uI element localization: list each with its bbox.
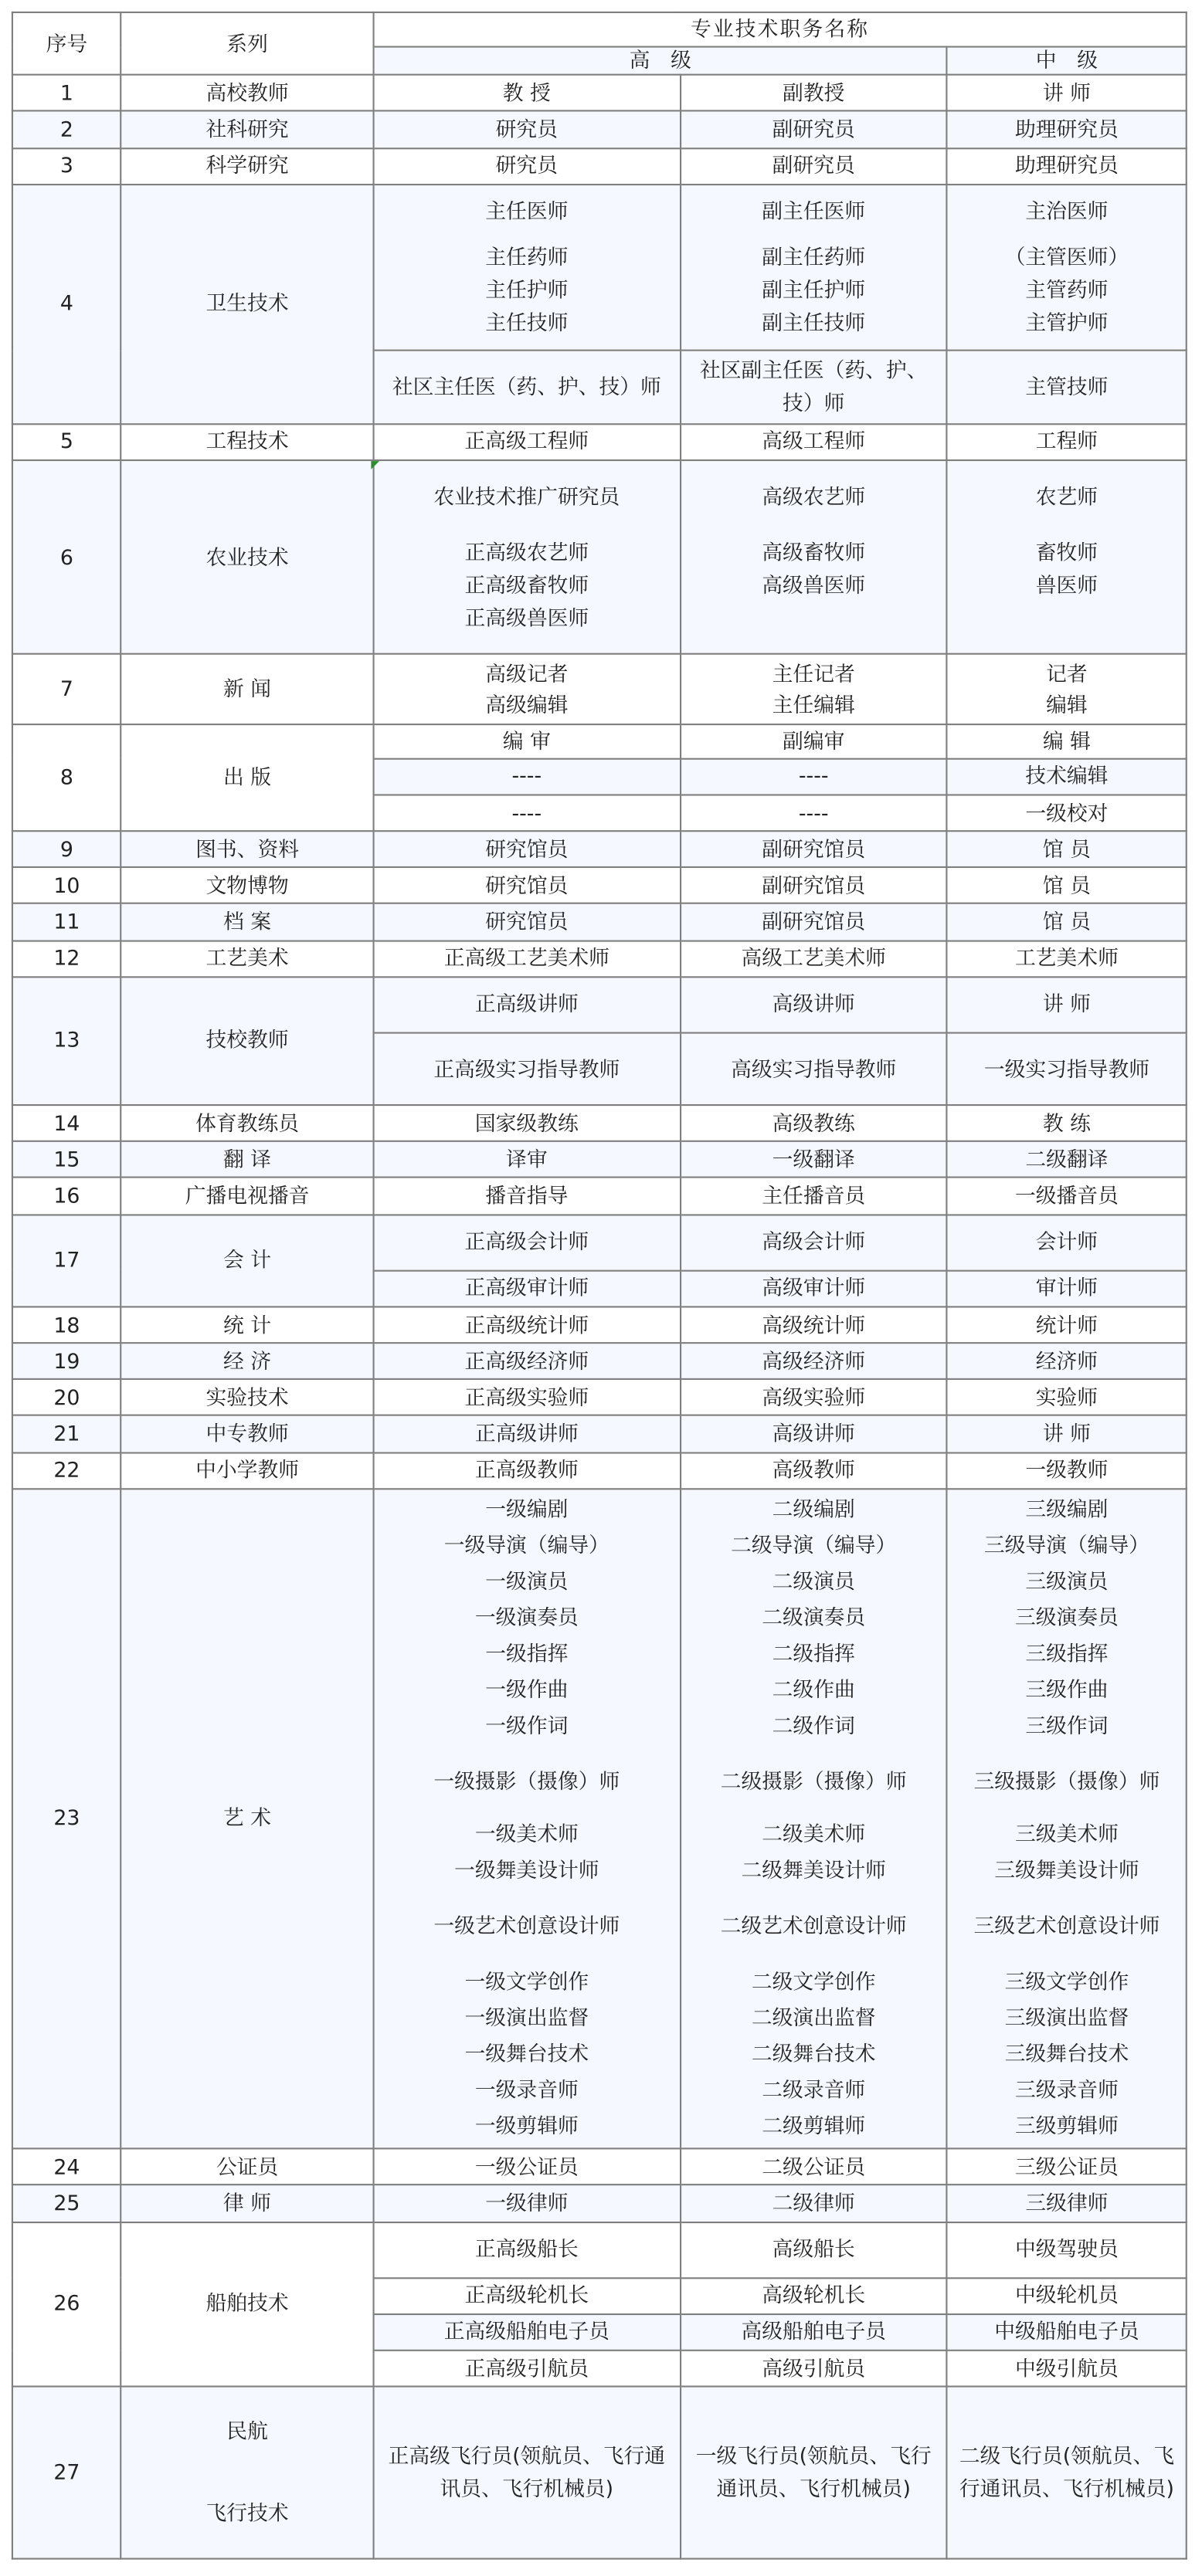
table-row [12, 1307, 1187, 1343]
title-line: 主任记者 [772, 661, 855, 686]
table-row [12, 941, 1187, 977]
title-line: 三级指挥 [1025, 1641, 1109, 1666]
row-series [121, 2387, 374, 2559]
middle-title [947, 2387, 1187, 2559]
title-line: 二级作词 [772, 1713, 855, 1739]
title-line: 副主任药师 [762, 244, 866, 269]
title-line: 三级录音师 [1014, 2078, 1119, 2103]
title-line: 行通讯员、飞行机械员) [959, 2476, 1175, 2501]
title-line: 二级演员 [772, 1569, 855, 1595]
row-number: 20 [12, 1379, 121, 1415]
title-line: 三级演员 [1025, 1569, 1109, 1595]
row-number: 2 [12, 111, 121, 147]
row-number: 12 [12, 941, 121, 977]
row-number: 11 [12, 904, 121, 941]
row-series: 体育教练员 [121, 1105, 374, 1141]
row-series: 出 版 [121, 724, 374, 832]
senior-title: 正高级实习指导教师 [373, 1032, 680, 1105]
table-row [12, 904, 1187, 941]
title-line: 高级畜牧师 [762, 539, 866, 564]
senior-title [373, 184, 680, 351]
header-series: 系列 [121, 12, 374, 75]
title-line: 一级文学创作 [464, 1969, 589, 1995]
vice-senior-title: 高级工程师 [680, 423, 947, 459]
title-line: 二级录音师 [762, 2078, 866, 2103]
senior-title: 编 审 [373, 724, 680, 759]
middle-title: 一级播音员 [947, 1178, 1187, 1215]
table-row [12, 868, 1187, 904]
senior-title: 国家级教练 [373, 1105, 680, 1141]
row-number: 15 [12, 1142, 121, 1178]
row-series: 社科研究 [121, 111, 374, 147]
title-line: 三级作词 [1025, 1713, 1109, 1739]
table-row [12, 1178, 1187, 1215]
senior-title: 一级公证员 [373, 2149, 680, 2185]
vice-senior-title: 高级讲师 [680, 977, 947, 1033]
vice-senior-title: 高级实习指导教师 [680, 1032, 947, 1105]
title-line: 一级作词 [485, 1713, 569, 1739]
row-number: 27 [12, 2387, 121, 2559]
senior-title: 正高级会计师 [373, 1215, 680, 1271]
title-line: 主任技师 [485, 310, 569, 335]
row-series: 中专教师 [121, 1416, 374, 1452]
row-number: 5 [12, 423, 121, 459]
vice-senior-title: 高级教师 [680, 1452, 947, 1489]
row-series: 文物博物 [121, 868, 374, 904]
senior-title [373, 1489, 680, 2149]
table-row [12, 459, 1187, 654]
vice-senior-title: 主任播音员 [680, 1178, 947, 1215]
middle-title: 讲 师 [947, 75, 1187, 111]
title-line: 二级剪辑师 [762, 2113, 866, 2139]
row-series: 卫生技术 [121, 184, 374, 423]
row-series: 公证员 [121, 2149, 374, 2185]
title-line: 主任编辑 [772, 692, 855, 717]
middle-title: 一级教师 [947, 1452, 1187, 1489]
vice-senior-title: 副研究馆员 [680, 868, 947, 904]
row-series: 科学研究 [121, 147, 374, 184]
senior-title: 正高级引航员 [373, 2351, 680, 2387]
title-line: 三级作曲 [1025, 1677, 1109, 1703]
middle-title: 讲 师 [947, 1416, 1187, 1452]
senior-title: 正高级轮机长 [373, 2278, 680, 2314]
row-number: 24 [12, 2149, 121, 2185]
table-row [12, 977, 1187, 1033]
vice-senior-title: 副研究员 [680, 147, 947, 184]
title-line: 农业技术推广研究员 [433, 483, 620, 508]
middle-title: 技术编辑 [947, 758, 1187, 795]
vice-senior-title [680, 655, 947, 724]
senior-title: 正高级讲师 [373, 1416, 680, 1452]
row-series: 档 案 [121, 904, 374, 941]
vice-senior-title: 高级经济师 [680, 1343, 947, 1379]
middle-title [947, 184, 1187, 351]
middle-title: 会计师 [947, 1215, 1187, 1271]
title-line: 一级飞行员(领航员、飞行 [695, 2443, 932, 2468]
row-number: 25 [12, 2185, 121, 2222]
title-line: 三级编剧 [1025, 1496, 1109, 1522]
middle-title: 工艺美术师 [947, 941, 1187, 977]
title-line: 正高级畜牧师 [464, 571, 589, 597]
senior-title: 正高级实验师 [373, 1379, 680, 1415]
row-number: 9 [12, 832, 121, 868]
title-line: 农艺师 [1035, 483, 1098, 509]
title-line: 二级导演（编导） [731, 1533, 897, 1558]
title-line: 三级演奏员 [1014, 1605, 1119, 1630]
middle-title: 审计师 [947, 1270, 1187, 1307]
vice-senior-title: 高级审计师 [680, 1270, 947, 1307]
senior-title: 正高级讲师 [373, 977, 680, 1033]
title-line: 二级舞美设计师 [741, 1858, 886, 1883]
senior-title: ---- [373, 795, 680, 831]
table-row [12, 184, 1187, 351]
senior-title: 正高级经济师 [373, 1343, 680, 1379]
title-line: 主管护师 [1025, 310, 1109, 335]
row-number: 3 [12, 147, 121, 184]
row-series: 工程技术 [121, 423, 374, 459]
row-number: 16 [12, 1178, 121, 1215]
header-middle: 中 级 [947, 47, 1187, 75]
title-line: 正高级飞行员(领航员、飞行通 [388, 2443, 666, 2468]
title-line: 二级编剧 [772, 1496, 855, 1522]
row-series: 工艺美术 [121, 941, 374, 977]
vice-senior-title: 副研究馆员 [680, 832, 947, 868]
title-line: 主任护师 [485, 277, 569, 302]
row-series: 统 计 [121, 1307, 374, 1343]
row-number: 1 [12, 75, 121, 111]
table-row [12, 147, 1187, 184]
title-line: 编辑 [1046, 692, 1088, 717]
title-line: 一级演奏员 [474, 1605, 579, 1630]
middle-title: 三级律师 [947, 2185, 1187, 2222]
middle-title: 中级引航员 [947, 2351, 1187, 2387]
title-line: 主管药师 [1025, 277, 1109, 302]
row-number: 10 [12, 868, 121, 904]
senior-title: 正高级教师 [373, 1452, 680, 1489]
title-line: 一级摄影（摄像）师 [433, 1769, 620, 1795]
title-line: 二级文学创作 [751, 1969, 876, 1995]
senior-title: 正高级审计师 [373, 1270, 680, 1307]
vice-senior-title: 副教授 [680, 75, 947, 111]
senior-title: ---- [373, 758, 680, 795]
row-series: 技校教师 [121, 977, 374, 1106]
senior-title: 正高级船长 [373, 2222, 680, 2278]
table-row [12, 1489, 1187, 2149]
row-series: 会 计 [121, 1215, 374, 1307]
table-row [12, 111, 1187, 147]
senior-title [373, 2387, 680, 2559]
vice-senior-title: ---- [680, 795, 947, 831]
middle-title: 三级公证员 [947, 2149, 1187, 2185]
vice-senior-title: 高级教练 [680, 1105, 947, 1141]
middle-title: 助理研究员 [947, 147, 1187, 184]
senior-title: 正高级工程师 [373, 423, 680, 459]
row-number: 26 [12, 2222, 121, 2387]
title-line: 飞行技术 [205, 2500, 289, 2526]
title-line: 一级美术师 [474, 1822, 579, 1847]
title-line: 一级编剧 [485, 1496, 569, 1522]
senior-title: 教 授 [373, 75, 680, 111]
row-number: 14 [12, 1105, 121, 1141]
title-line: 一级演出监督 [464, 2005, 589, 2031]
senior-title [373, 459, 680, 654]
title-line: 一级演员 [485, 1569, 569, 1595]
row-number: 7 [12, 655, 121, 724]
table-row [12, 655, 1187, 724]
vice-senior-title [680, 184, 947, 351]
title-line: 三级艺术创意设计师 [973, 1913, 1160, 1939]
middle-title: 主管技师 [947, 351, 1187, 423]
middle-title: 一级校对 [947, 795, 1187, 831]
table-row [12, 75, 1187, 111]
title-line: 主任医师 [485, 198, 569, 223]
row-series: 高校教师 [121, 75, 374, 111]
title-line: 二级美术师 [762, 1822, 866, 1847]
middle-title: 工程师 [947, 423, 1187, 459]
senior-title: 研究员 [373, 111, 680, 147]
row-series: 经 济 [121, 1343, 374, 1379]
title-line: 二级指挥 [772, 1641, 855, 1666]
vice-senior-title: 高级会计师 [680, 1215, 947, 1271]
senior-title: 研究馆员 [373, 832, 680, 868]
title-table [12, 12, 1187, 2560]
middle-title: 经济师 [947, 1343, 1187, 1379]
middle-title: 中级船舶电子员 [947, 2314, 1187, 2351]
title-line: 一级作曲 [485, 1677, 569, 1703]
title-line: 二级演奏员 [762, 1605, 866, 1630]
title-line: 一级艺术创意设计师 [433, 1913, 620, 1939]
middle-title: 中级驾驶员 [947, 2222, 1187, 2278]
row-series: 艺 术 [121, 1489, 374, 2149]
table-row [12, 1142, 1187, 1178]
row-number: 4 [12, 184, 121, 423]
middle-title: 讲 师 [947, 977, 1187, 1033]
middle-title: 馆 员 [947, 904, 1187, 941]
middle-title [947, 1489, 1187, 2149]
vice-senior-title [680, 1489, 947, 2149]
header-title: 专业技术职务名称 [373, 12, 1186, 47]
middle-title: 馆 员 [947, 832, 1187, 868]
senior-title: 研究馆员 [373, 868, 680, 904]
title-line: 副主任技师 [762, 310, 866, 335]
vice-senior-title [680, 2387, 947, 2559]
title-line: 二级演出监督 [751, 2005, 876, 2031]
title-line: 高级记者 [485, 661, 569, 686]
table-row [12, 832, 1187, 868]
title-line: 三级演出监督 [1004, 2005, 1129, 2031]
title-line: 一级导演（编导） [443, 1533, 609, 1558]
row-number: 13 [12, 977, 121, 1106]
title-line: 主治医师 [1025, 198, 1109, 223]
title-line: 社区副主任医（药、护、 [699, 358, 928, 382]
title-line: 民航 [226, 2418, 268, 2444]
title-line: 三级摄影（摄像）师 [973, 1769, 1160, 1795]
table-row [12, 1343, 1187, 1379]
vice-senior-title: 高级实验师 [680, 1379, 947, 1415]
title-line: （主管医师） [1004, 244, 1129, 269]
table-row [12, 2149, 1187, 2185]
title-line: 一级舞台技术 [464, 2042, 589, 2067]
row-number: 22 [12, 1452, 121, 1489]
title-line: 高级农艺师 [762, 483, 866, 509]
title-line: 副主任护师 [762, 277, 866, 302]
vice-senior-title: 高级工艺美术师 [680, 941, 947, 977]
vice-senior-title: 高级船舶电子员 [680, 2314, 947, 2351]
title-line: 三级舞台技术 [1004, 2042, 1129, 2067]
middle-title: 馆 员 [947, 868, 1187, 904]
title-line: 二级摄影（摄像）师 [720, 1769, 907, 1795]
title-line: 兽医师 [1035, 571, 1098, 597]
vice-senior-title: 一级翻译 [680, 1142, 947, 1178]
vice-senior-title: ---- [680, 758, 947, 795]
vice-senior-title: 高级统计师 [680, 1307, 947, 1343]
vice-senior-title: 高级轮机长 [680, 2278, 947, 2314]
vice-senior-title: 高级引航员 [680, 2351, 947, 2387]
title-line: 技）师 [783, 390, 845, 415]
vice-senior-title: 高级讲师 [680, 1416, 947, 1452]
senior-title [373, 655, 680, 724]
title-line: 高级兽医师 [762, 571, 866, 597]
title-line: 三级剪辑师 [1014, 2113, 1119, 2139]
row-number: 18 [12, 1307, 121, 1343]
row-series: 新 闻 [121, 655, 374, 724]
senior-title: 研究员 [373, 147, 680, 184]
senior-title: 播音指导 [373, 1178, 680, 1215]
table-row [12, 423, 1187, 459]
senior-title: 正高级工艺美术师 [373, 941, 680, 977]
header-row [12, 12, 1187, 47]
table-row [12, 2387, 1187, 2559]
row-series: 农业技术 [121, 459, 374, 654]
title-line: 一级剪辑师 [474, 2113, 579, 2139]
middle-title: 教 练 [947, 1105, 1187, 1141]
table-row [12, 724, 1187, 759]
table-row [12, 1215, 1187, 1271]
title-line: 三级美术师 [1014, 1822, 1119, 1847]
title-line: 主任药师 [485, 244, 569, 269]
title-line: 一级指挥 [485, 1641, 569, 1666]
header-seq: 序号 [12, 12, 121, 75]
title-line: 通讯员、飞行机械员) [716, 2476, 911, 2501]
table-row [12, 1379, 1187, 1415]
senior-title: 译审 [373, 1142, 680, 1178]
vice-senior-title: 副研究馆员 [680, 904, 947, 941]
table-row [12, 1105, 1187, 1141]
row-series: 图书、资料 [121, 832, 374, 868]
title-line: 畜牧师 [1035, 539, 1098, 564]
title-line: 记者 [1046, 661, 1088, 686]
table-row [12, 2185, 1187, 2222]
senior-title: 一级律师 [373, 2185, 680, 2222]
row-series: 翻 译 [121, 1142, 374, 1178]
title-line: 讯员、飞行机械员) [440, 2476, 614, 2501]
middle-title: 编 辑 [947, 724, 1187, 759]
table-row [12, 1452, 1187, 1489]
cell-corner-marker [371, 461, 379, 469]
row-series: 律 师 [121, 2185, 374, 2222]
middle-title: 中级轮机员 [947, 2278, 1187, 2314]
row-series: 实验技术 [121, 1379, 374, 1415]
table-row [12, 2222, 1187, 2278]
middle-title: 助理研究员 [947, 111, 1187, 147]
middle-title [947, 655, 1187, 724]
row-number: 6 [12, 459, 121, 654]
middle-title: 一级实习指导教师 [947, 1032, 1187, 1105]
title-line: 正高级兽医师 [464, 605, 589, 630]
middle-title: 统计师 [947, 1307, 1187, 1343]
senior-title: 研究馆员 [373, 904, 680, 941]
senior-title: 正高级统计师 [373, 1307, 680, 1343]
senior-title: 社区主任医（药、护、技）师 [373, 351, 680, 423]
vice-senior-title: 二级公证员 [680, 2149, 947, 2185]
title-line: 二级舞台技术 [751, 2042, 876, 2067]
vice-senior-title: 副编审 [680, 724, 947, 759]
title-line: 一级舞美设计师 [454, 1858, 599, 1883]
vice-senior-title [680, 351, 947, 423]
title-line: 二级作曲 [772, 1677, 855, 1703]
title-line: 一级录音师 [474, 2078, 579, 2103]
title-line: 高级编辑 [485, 692, 569, 717]
row-series: 船舶技术 [121, 2222, 374, 2387]
row-series: 广播电视播音 [121, 1178, 374, 1215]
row-number: 8 [12, 724, 121, 832]
vice-senior-title: 副研究员 [680, 111, 947, 147]
vice-senior-title: 高级船长 [680, 2222, 947, 2278]
row-number: 21 [12, 1416, 121, 1452]
title-line: 二级飞行员(领航员、飞 [959, 2443, 1175, 2468]
middle-title: 二级翻译 [947, 1142, 1187, 1178]
vice-senior-title: 二级律师 [680, 2185, 947, 2222]
title-line: 正高级农艺师 [464, 539, 589, 564]
row-number: 19 [12, 1343, 121, 1379]
middle-title: 实验师 [947, 1379, 1187, 1415]
table-row [12, 1416, 1187, 1452]
title-line: 二级艺术创意设计师 [720, 1913, 907, 1939]
middle-title [947, 459, 1187, 654]
title-line: 三级文学创作 [1004, 1969, 1129, 1995]
senior-title: 正高级船舶电子员 [373, 2314, 680, 2351]
row-number: 17 [12, 1215, 121, 1307]
title-line: 三级舞美设计师 [994, 1858, 1139, 1883]
row-series: 中小学教师 [121, 1452, 374, 1489]
header-senior: 高 级 [373, 47, 947, 75]
title-line: 副主任医师 [762, 198, 866, 223]
vice-senior-title [680, 459, 947, 654]
title-line: 三级导演（编导） [983, 1533, 1149, 1558]
row-number: 23 [12, 1489, 121, 2149]
